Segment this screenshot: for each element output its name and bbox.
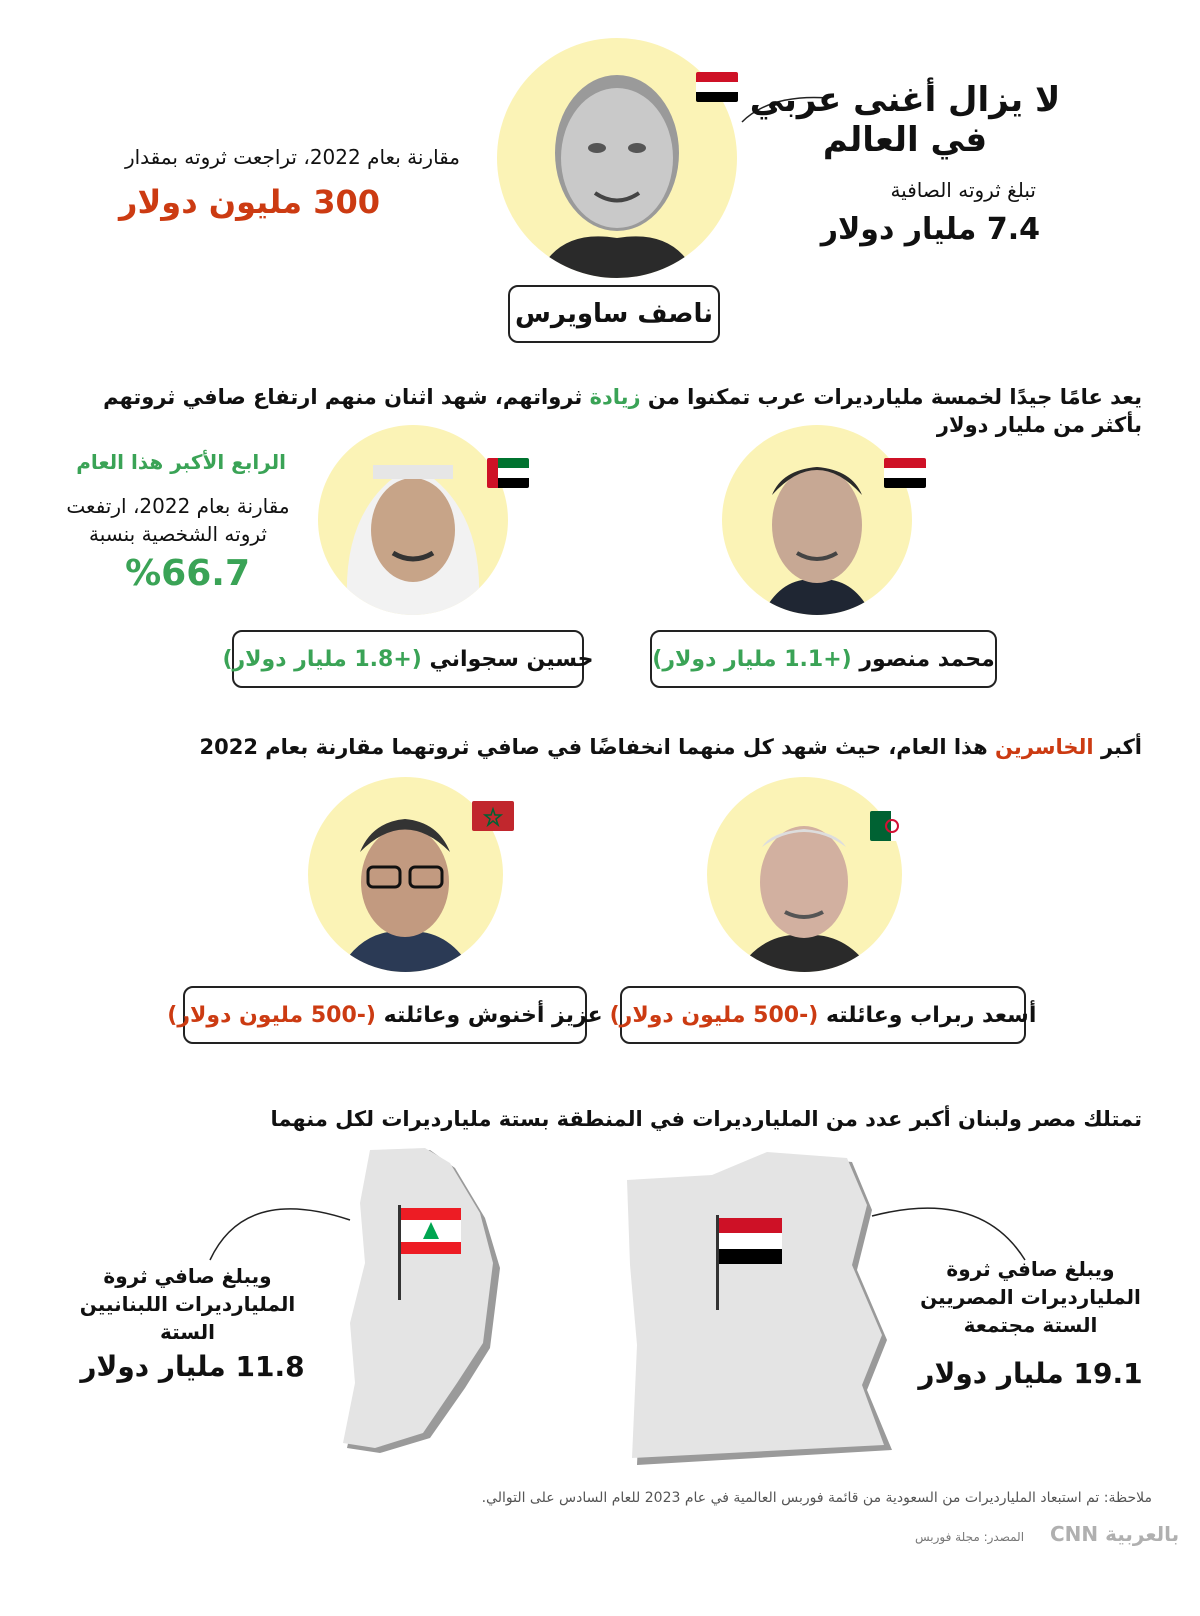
lebanon-map <box>335 1148 505 1458</box>
lebanon-label: ويبلغ صافي ثروة المليارديرات اللبنانيين الستة <box>79 1264 296 1344</box>
cnn-arabic-logo: CNN بالعربية <box>1050 1522 1180 1546</box>
egypt-value: 19.1 مليار دولار <box>918 1357 1143 1390</box>
decline-label: مقارنة بعام 2022، تراجعت ثروته بمقدار <box>124 145 460 169</box>
egypt-map-flag-icon <box>719 1218 782 1264</box>
gainers-intro: يعد عامًا جيدًا لخمسة مليارديرات عرب تمكنوا من زيادة ثرواتهم، شهد اثنان منهم ارتفاع صافي ثروتهم بأكثر من مليار دولار <box>103 385 1142 437</box>
egypt-label: ويبلغ صافي ثروة المليارديرات المصريين الستة مجتمعة <box>920 1257 1141 1337</box>
sajwani-note: مقارنة بعام 2022، ارتفعت ثروته الشخصية بنسبة <box>66 494 290 546</box>
mansour-photo <box>722 425 912 615</box>
lebanon-connector <box>205 1195 355 1265</box>
sajwani-photo <box>318 425 508 615</box>
morocco-flag-icon <box>472 801 514 831</box>
sajwani-name-box: حسين سجواني (+1.8 مليار دولار) <box>232 630 584 688</box>
sawiris-name-box: ناصف ساويرس <box>508 285 720 343</box>
algeria-flag-icon <box>870 811 912 841</box>
egypt-map <box>622 1150 902 1465</box>
decline-value: 300 مليون دولار <box>119 183 380 221</box>
rebrab-photo <box>707 777 902 972</box>
mansour-name-box: محمد منصور (+1.1 مليار دولار) <box>650 630 997 688</box>
sajwani-percent: %66.7 <box>125 553 250 594</box>
losers-intro: أكبر الخاسرين هذا العام، حيث شهد كل منهما انخفاضًا في صافي ثروتهما مقارنة بعام 2022 <box>199 735 1142 759</box>
countries-intro: تمتلك مصر ولبنان أكبر عدد من المليارديرات في المنطقة بستة مليارديرات لكل منهما <box>270 1107 1142 1131</box>
footer-note: ملاحظة: تم استبعاد المليارديرات من السعودية من قائمة فوربس العالمية في عام 2023 للعام السادس على التوالي. <box>481 1490 1152 1506</box>
egypt-flag-icon <box>696 72 738 102</box>
lebanon-value: 11.8 مليار دولار <box>80 1350 305 1383</box>
uae-flag-icon <box>487 458 529 488</box>
sajwani-rank: الرابع الأكبر هذا العام <box>76 450 286 474</box>
headline-line2: في العالم <box>822 120 988 160</box>
net-worth-label: تبلغ ثروته الصافية <box>890 178 1036 202</box>
rebrab-name-box: أسعد ربراب وعائلته (-500 مليون دولار) <box>620 986 1026 1044</box>
headline-line1: لا يزال أغنى عربي <box>749 80 1061 120</box>
lebanon-flag-icon <box>401 1208 461 1254</box>
akhannouch-name-box: عزيز أخنوش وعائلته (-500 مليون دولار) <box>183 986 587 1044</box>
net-worth-value: 7.4 مليار دولار <box>820 212 1040 247</box>
footer-source: المصدر: مجلة فوربس <box>915 1530 1025 1544</box>
egypt-flag-icon-2 <box>884 458 926 488</box>
